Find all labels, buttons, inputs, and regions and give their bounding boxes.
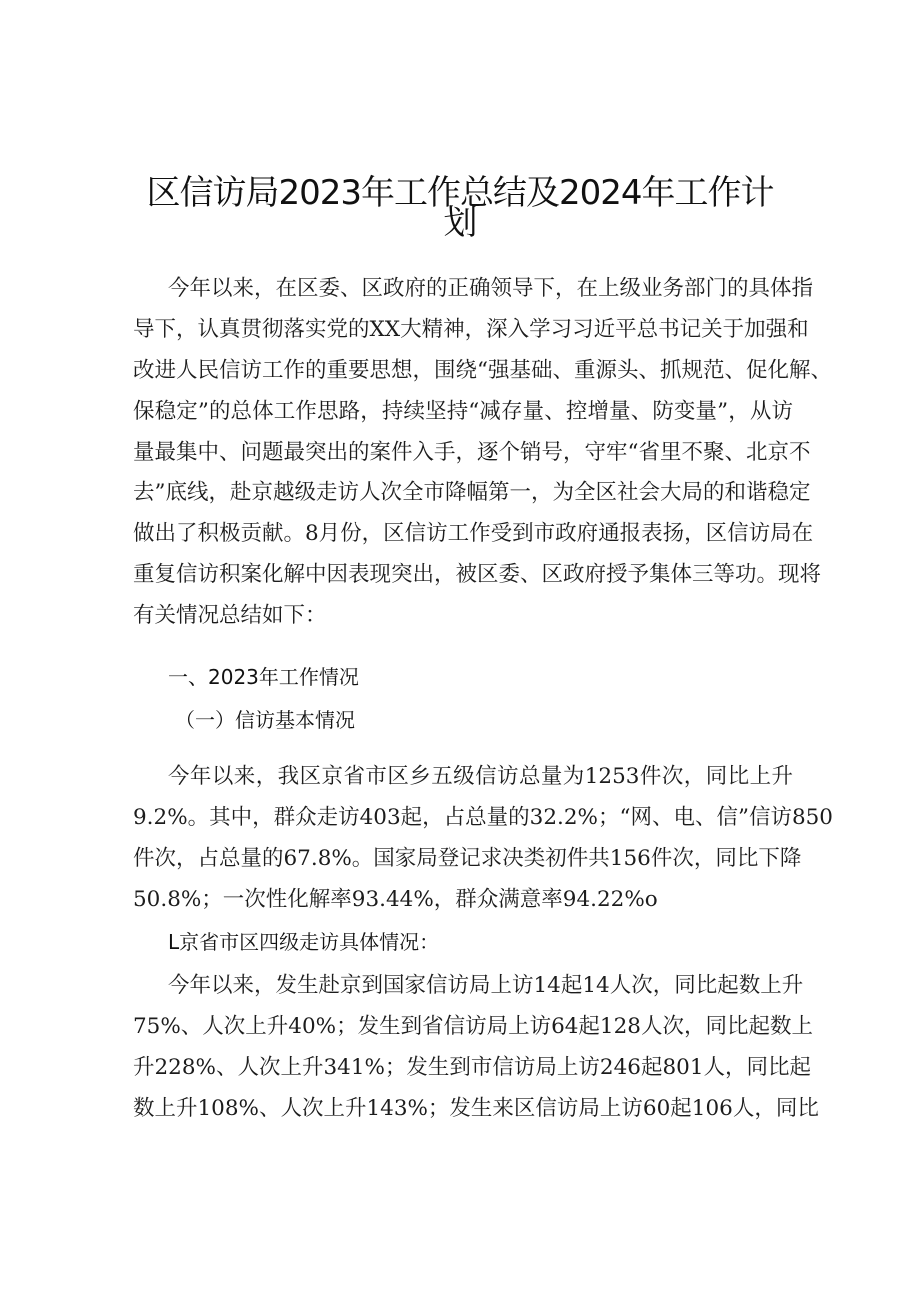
item-heading: L京省市区四级走访具体情况： <box>168 930 440 954</box>
section-heading: 一、2023年工作情况 <box>168 665 359 689</box>
document-title-line-2: 划 <box>443 203 477 243</box>
paragraph-line: 保稳定”的总体工作思路，持续坚持“减存量、控增量、防变量”，从访 <box>133 399 793 424</box>
paragraph-line: 50.8%；一次性化解率93.44%，群众满意率94.22%o <box>133 887 658 912</box>
paragraph-line: 有关情况总结如下： <box>133 603 327 628</box>
paragraph-line: 今年以来，我区京省市区乡五级信访总量为1253件次，同比上升 <box>168 764 793 789</box>
paragraph-line: 改进人民信访工作的重要思想，围绕“强基础、重源头、抓规范、促化解、 <box>133 358 832 383</box>
paragraph-line: 今年以来，在区委、区政府的正确领导下，在上级业务部门的具体指 <box>168 276 814 301</box>
document-title-line-1: 区信访局2023年工作总结及2024年工作计 <box>146 173 774 213</box>
paragraph-line: 做出了积极贡献。8月份，区信访工作受到市政府通报表扬，区信访局在 <box>133 521 814 546</box>
paragraph-line: 9.2%。其中，群众走访403起，占总量的32.2%；“网、电、信”信访850 <box>133 805 833 830</box>
paragraph-line: 件次，占总量的67.8%。国家局登记求决类初件共156件次，同比下降 <box>133 846 802 871</box>
paragraph-line: 75%、人次上升40%；发生到省信访局上访64起128人次，同比起数上 <box>133 1014 813 1039</box>
paragraph-line: 量最集中、问题最突出的案件入手，逐个销号，守牢“省里不聚、北京不 <box>133 440 811 465</box>
subsection-heading: （一）信访基本情况 <box>175 708 355 732</box>
paragraph-line: 升228%、人次上升341%；发生到市信访局上访246起801人，同比起 <box>133 1055 812 1080</box>
paragraph-line: 去”底线，赴京越级走访人次全市降幅第一，为全区社会大局的和谐稳定 <box>133 480 811 505</box>
paragraph-line: 今年以来，发生赴京到国家信访局上访14起14人次，同比起数上升 <box>168 973 804 998</box>
paragraph-line: 导下，认真贯彻落实党的XX大精神，深入学习习近平总书记关于加强和 <box>133 317 809 342</box>
paragraph-line: 数上升108%、人次上升143%；发生来区信访局上访60起106人，同比 <box>133 1096 819 1121</box>
paragraph-line: 重复信访积案化解中因表现突出，被区委、区政府授予集体三等功。现将 <box>133 562 822 587</box>
